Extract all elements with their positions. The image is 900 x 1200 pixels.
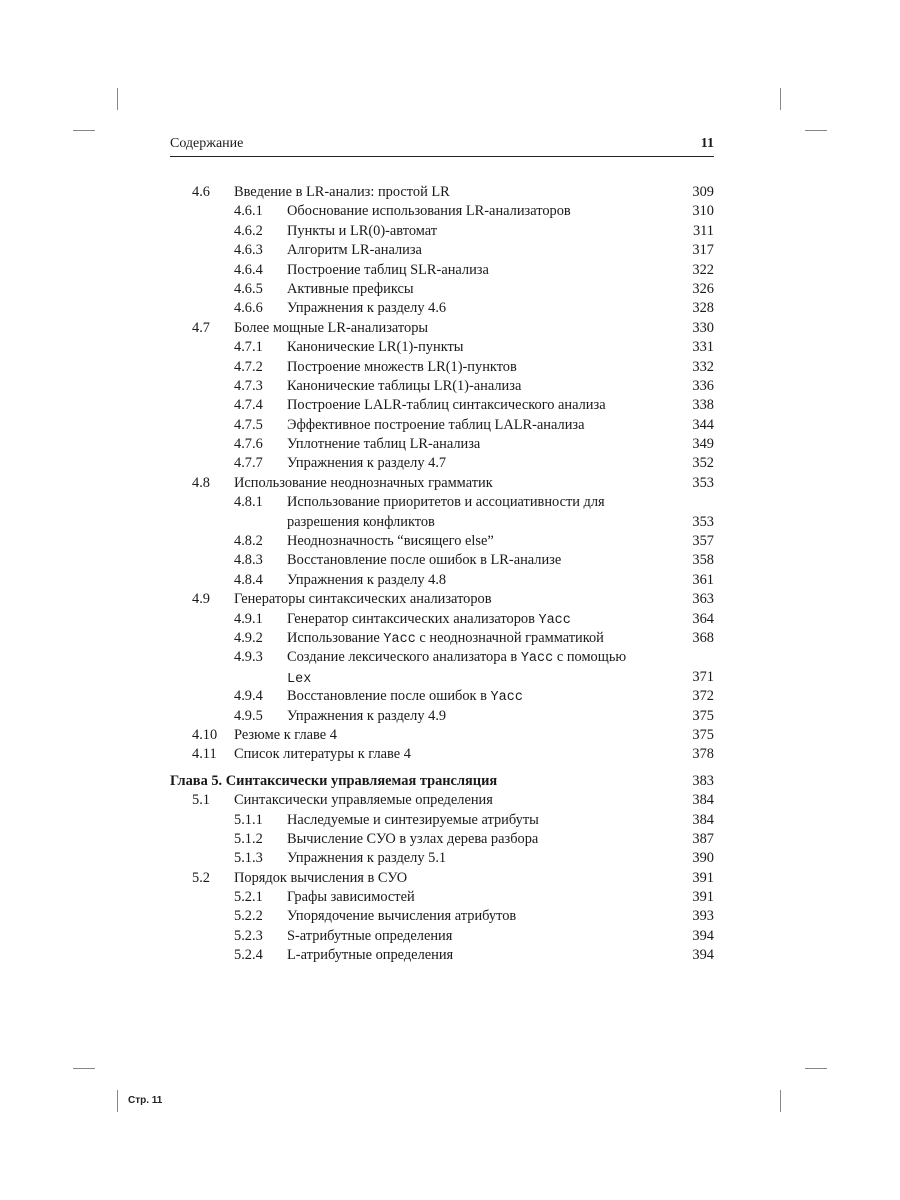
crop-mark bbox=[117, 1090, 118, 1112]
toc-entry-number: 4.9.2 bbox=[234, 630, 263, 646]
toc-entry-number: 5.2.4 bbox=[234, 947, 263, 964]
toc-entry[interactable] bbox=[170, 629, 714, 648]
toc-entry-number: 5.1.1 bbox=[234, 811, 263, 828]
toc-entry-number: 4.7.2 bbox=[234, 358, 263, 375]
toc-entry[interactable] bbox=[170, 849, 714, 868]
toc-entry-title bbox=[234, 183, 450, 202]
toc-entry-page: 336 bbox=[692, 377, 714, 394]
toc-entry-title bbox=[287, 629, 647, 649]
toc-entry-page: 332 bbox=[692, 358, 714, 375]
toc-entry-title bbox=[287, 280, 647, 299]
toc-entry-title bbox=[287, 377, 647, 396]
toc-entry[interactable] bbox=[170, 726, 714, 745]
toc-entry[interactable] bbox=[170, 927, 714, 946]
toc-entry[interactable] bbox=[170, 745, 714, 764]
toc-entry-code: Yacc bbox=[383, 632, 416, 647]
toc-entry-text: S-атрибутные определения bbox=[287, 927, 453, 944]
toc-entry[interactable] bbox=[170, 261, 714, 280]
toc-entry-number: 4.7.7 bbox=[234, 455, 263, 472]
toc-entry[interactable] bbox=[170, 299, 714, 318]
toc-entry-page: 368 bbox=[692, 629, 714, 646]
toc-entry-number: 4.11 bbox=[192, 746, 217, 763]
toc-entry-text: Построение таблиц SLR-анализа bbox=[287, 261, 489, 278]
toc-entry[interactable] bbox=[170, 532, 714, 551]
toc-entry-page: 378 bbox=[692, 746, 714, 763]
toc-entry-code: Yacc bbox=[538, 612, 571, 628]
toc-entry[interactable] bbox=[170, 946, 714, 965]
toc-entry-text: Графы зависимостей bbox=[287, 889, 415, 906]
toc-entry-number: 5.2 bbox=[192, 869, 210, 886]
toc-entry[interactable] bbox=[170, 687, 714, 706]
crop-mark bbox=[805, 1068, 827, 1069]
toc-entry-text: Упражнения к разделу 4.6 bbox=[287, 300, 447, 317]
toc-entry-title bbox=[234, 869, 407, 888]
toc-entry-title bbox=[287, 396, 647, 415]
toc-entry-title bbox=[287, 571, 647, 590]
toc-entry[interactable] bbox=[170, 830, 714, 849]
toc-entry-title bbox=[287, 299, 647, 318]
toc-entry-text: Вычисление СУО в узлах дерева разбора bbox=[287, 830, 539, 847]
toc-entry-page: 391 bbox=[692, 889, 714, 906]
toc-entry-page: 331 bbox=[692, 339, 714, 356]
toc-entry-title bbox=[234, 590, 492, 609]
toc-entry-text: Генератор синтаксических анализаторов bbox=[287, 610, 539, 627]
toc-entry-code: Yacc bbox=[490, 690, 523, 706]
header-page-number: 11 bbox=[700, 136, 714, 151]
toc-entry-number: 4.7.1 bbox=[234, 339, 263, 356]
toc-entry-number: 4.9.4 bbox=[234, 688, 263, 705]
toc-entry-text: Восстановление после ошибок в LR-анализе bbox=[287, 552, 562, 569]
toc-entry-text: Эффективное построение таблиц LALR-анализа bbox=[287, 416, 585, 433]
toc-entry-page: 353 bbox=[692, 513, 714, 530]
toc-entry-text: Обоснование использования LR-анализаторов bbox=[287, 203, 571, 220]
toc-entry-title bbox=[170, 772, 497, 791]
toc-entry-code: Lex bbox=[287, 671, 312, 687]
toc-entry-title bbox=[287, 416, 647, 435]
toc-entry-number: 4.6.3 bbox=[234, 242, 263, 259]
toc-entry-number: 4.9.1 bbox=[234, 610, 263, 627]
toc-entry-title bbox=[287, 830, 647, 849]
toc-entry-page: 322 bbox=[692, 261, 714, 278]
toc-entry-title bbox=[287, 532, 647, 551]
toc-entry-number: 4.8.4 bbox=[234, 571, 263, 588]
crop-mark bbox=[805, 130, 827, 131]
toc-entry-text: Глава 5. Синтаксически управляемая трансляция bbox=[170, 772, 498, 789]
footer-page-label: Стр. 11 bbox=[128, 1095, 163, 1106]
toc-entry-page: 358 bbox=[692, 552, 714, 569]
toc-entry[interactable] bbox=[170, 222, 714, 241]
toc-entry-page: 328 bbox=[692, 300, 714, 317]
toc-entry-number: 5.1 bbox=[192, 792, 210, 809]
toc-entry-code: Yacc bbox=[520, 651, 554, 667]
crop-mark bbox=[117, 88, 118, 110]
toc-entry-text: Активные префиксы bbox=[287, 280, 414, 297]
toc-entry-title bbox=[287, 493, 647, 532]
toc-entry[interactable] bbox=[170, 493, 714, 532]
toc-entry[interactable] bbox=[170, 571, 714, 590]
toc-entry-number: 4.8.1 bbox=[234, 494, 263, 511]
toc-entry-page: 391 bbox=[692, 869, 714, 886]
running-header bbox=[170, 136, 714, 157]
toc-entry-number: 4.6.1 bbox=[234, 203, 263, 220]
toc-entry-number: 4.9 bbox=[192, 591, 210, 608]
toc-entry-number: 5.2.2 bbox=[234, 908, 263, 925]
toc-entry[interactable] bbox=[170, 183, 714, 202]
toc-entry-text: Упражнения к разделу 5.1 bbox=[287, 850, 447, 867]
toc-entry-number: 4.7.6 bbox=[234, 436, 263, 453]
toc-entry-page: 375 bbox=[692, 707, 714, 724]
header-title: Содержание bbox=[170, 136, 244, 151]
toc-entry-page: 357 bbox=[692, 533, 714, 550]
toc-entry-page: 311 bbox=[692, 222, 714, 239]
toc-entry-page: 338 bbox=[692, 397, 714, 414]
toc-entry[interactable] bbox=[170, 474, 714, 493]
toc-entry-page: 384 bbox=[692, 811, 714, 828]
toc-entry[interactable] bbox=[170, 416, 714, 435]
toc-chapter-entry[interactable] bbox=[170, 772, 714, 791]
toc-entry-title bbox=[287, 687, 647, 707]
toc-entry-title bbox=[234, 319, 428, 338]
toc-entry-title bbox=[287, 241, 647, 260]
toc-entry-text: Пункты и LR(0)-автомат bbox=[287, 222, 438, 239]
toc-entry-page: 363 bbox=[692, 591, 714, 608]
toc-entry[interactable] bbox=[170, 791, 714, 810]
toc-entry-title bbox=[287, 261, 647, 280]
toc-entry-title bbox=[287, 811, 647, 830]
toc-entry-page: 326 bbox=[692, 280, 714, 297]
toc-entry-title bbox=[287, 358, 647, 377]
toc-entry-page: 375 bbox=[692, 726, 714, 743]
toc-entry-text: Упорядочение вычисления атрибутов bbox=[287, 908, 517, 925]
toc-entry[interactable] bbox=[170, 907, 714, 926]
toc-entry-number: 4.7 bbox=[192, 319, 210, 336]
toc-entry-page: 344 bbox=[692, 416, 714, 433]
toc-entry-text: Канонические LR(1)-пункты bbox=[287, 339, 464, 356]
toc-entry-page: 390 bbox=[692, 850, 714, 867]
toc-entry-text: Упражнения к разделу 4.7 bbox=[287, 455, 447, 472]
toc-entry[interactable] bbox=[170, 590, 714, 609]
toc-entry-page: 371 bbox=[692, 668, 714, 685]
toc-entry-page: 309 bbox=[692, 183, 714, 200]
toc-entry-number: 4.10 bbox=[192, 726, 218, 743]
toc-entry-number: 4.8 bbox=[192, 474, 210, 491]
toc-entry-title bbox=[287, 648, 647, 689]
toc-entry-text: L-атрибутные определения bbox=[287, 947, 454, 964]
toc-entry-title bbox=[287, 888, 647, 907]
toc-entry-title bbox=[287, 907, 647, 926]
toc-entry-page: 372 bbox=[692, 688, 714, 705]
toc-entry[interactable] bbox=[170, 241, 714, 260]
toc-entry-text: Упражнения к разделу 4.8 bbox=[287, 571, 447, 588]
toc-entry-text: Использование неоднозначных грамматик bbox=[234, 474, 493, 491]
toc-entry-text: Синтаксически управляемые определения bbox=[234, 792, 493, 809]
toc-entry-text: Генераторы синтаксических анализаторов bbox=[234, 591, 492, 608]
toc-entry-text: с неоднозначной грамматикой bbox=[415, 630, 604, 646]
toc-entry-text: Алгоритм LR-анализа bbox=[287, 242, 422, 259]
toc-entry-page: 383 bbox=[692, 772, 714, 789]
toc-entry-number: 4.7.5 bbox=[234, 416, 263, 433]
toc-entry-text: Упражнения к разделу 4.9 bbox=[287, 707, 447, 724]
toc-entry[interactable] bbox=[170, 648, 714, 687]
toc-entry-number: 4.9.3 bbox=[234, 649, 263, 666]
toc-entry-text: Построение LALR-таблиц синтаксического анализа bbox=[287, 397, 606, 414]
toc-entry[interactable] bbox=[170, 280, 714, 299]
toc-entry-number: 4.7.4 bbox=[234, 397, 263, 414]
toc-entry[interactable] bbox=[170, 377, 714, 396]
toc-entry-title bbox=[287, 849, 647, 868]
toc-entry[interactable] bbox=[170, 888, 714, 907]
toc-entry-title bbox=[287, 551, 647, 570]
toc-entry-number: 4.8.2 bbox=[234, 533, 263, 550]
toc-entry[interactable] bbox=[170, 811, 714, 830]
toc-entry[interactable] bbox=[170, 707, 714, 726]
toc-entry-title bbox=[287, 946, 647, 965]
toc-entry-text: Введение в LR-анализ: простой LR bbox=[234, 184, 450, 200]
toc-entry-page: 393 bbox=[692, 908, 714, 925]
toc-entry-text: Уплотнение таблиц LR-анализа bbox=[287, 436, 481, 453]
toc-entry-page: 364 bbox=[692, 610, 714, 627]
toc-entry-text: Восстановление после ошибок в bbox=[287, 688, 491, 705]
toc-entry-page: 384 bbox=[692, 792, 714, 809]
toc-entry-title bbox=[234, 726, 337, 745]
toc-entry-title bbox=[287, 454, 647, 473]
toc-entry-text: с помощью bbox=[553, 649, 627, 666]
toc-entry-number: 5.2.1 bbox=[234, 889, 263, 906]
toc-entry-page: 349 bbox=[692, 436, 714, 453]
toc-entry-number: 5.2.3 bbox=[234, 927, 263, 944]
toc-entry-page: 330 bbox=[692, 319, 714, 336]
toc-entry[interactable] bbox=[170, 551, 714, 570]
toc-entry-number: 4.6.4 bbox=[234, 261, 263, 278]
toc-entry-number: 5.1.3 bbox=[234, 850, 263, 867]
toc-entry-page: 317 bbox=[692, 242, 714, 259]
toc-entry-number: 4.8.3 bbox=[234, 552, 263, 569]
toc-entry-title bbox=[287, 610, 647, 630]
toc-entry-title bbox=[234, 791, 493, 810]
toc-entry[interactable] bbox=[170, 454, 714, 473]
toc-entry[interactable] bbox=[170, 435, 714, 454]
toc-entry[interactable] bbox=[170, 338, 714, 357]
toc-entry-text: Неоднозначность “висящего else” bbox=[287, 533, 494, 550]
toc-entry-text: Более мощные LR-анализаторы bbox=[234, 319, 429, 336]
toc-entry-number: 4.9.5 bbox=[234, 707, 263, 724]
toc-entry-page: 352 bbox=[692, 455, 714, 472]
crop-mark bbox=[780, 88, 781, 110]
toc-entry-title bbox=[287, 927, 647, 946]
toc-entry-text: Список литературы к главе 4 bbox=[234, 746, 411, 763]
toc-entry-number: 4.6 bbox=[192, 184, 210, 200]
toc-entry[interactable] bbox=[170, 202, 714, 221]
toc-entry-title bbox=[287, 202, 647, 221]
toc-entry[interactable] bbox=[170, 358, 714, 377]
toc-entry-title bbox=[287, 338, 647, 357]
toc-entry-page: 387 bbox=[692, 830, 714, 847]
toc-entry-title bbox=[234, 474, 493, 493]
toc-entry[interactable] bbox=[170, 610, 714, 629]
toc-entry-page: 361 bbox=[692, 571, 714, 588]
toc-entry-number: 5.1.2 bbox=[234, 830, 263, 847]
toc-entry-text: Резюме к главе 4 bbox=[234, 726, 337, 743]
toc-entry-text: Использование bbox=[287, 630, 384, 646]
toc-entry-title bbox=[287, 435, 647, 454]
toc-entry-text: Использование приоритетов и ассоциативности для разрешения конфликтов bbox=[287, 494, 605, 530]
crop-mark bbox=[780, 1090, 781, 1112]
toc-entry-number: 4.6.5 bbox=[234, 280, 263, 297]
table-of-contents bbox=[170, 183, 714, 966]
toc-entry-number: 4.6.6 bbox=[234, 300, 263, 317]
toc-entry-page: 394 bbox=[692, 927, 714, 944]
toc-entry-number: 4.6.2 bbox=[234, 222, 263, 239]
toc-entry-text: Наследуемые и синтезируемые атрибуты bbox=[287, 811, 539, 828]
toc-entry-page: 394 bbox=[692, 947, 714, 964]
toc-entry-number: 4.7.3 bbox=[234, 377, 263, 394]
toc-entry[interactable] bbox=[170, 869, 714, 888]
toc-entry-text: Канонические таблицы LR(1)-анализа bbox=[287, 377, 522, 394]
crop-mark bbox=[73, 130, 95, 131]
toc-entry-text: Построение множеств LR(1)-пунктов bbox=[287, 358, 517, 375]
toc-entry[interactable] bbox=[170, 319, 714, 338]
crop-mark bbox=[73, 1068, 95, 1069]
toc-entry-page: 353 bbox=[692, 474, 714, 491]
toc-entry-text: Порядок вычисления в СУО bbox=[234, 869, 408, 886]
toc-entry[interactable] bbox=[170, 396, 714, 415]
toc-entry-title bbox=[234, 745, 411, 764]
toc-entry-page: 310 bbox=[692, 203, 714, 220]
toc-entry-title bbox=[287, 707, 647, 726]
toc-entry-text: Создание лексического анализатора в bbox=[287, 649, 521, 666]
toc-entry-title bbox=[287, 222, 647, 241]
